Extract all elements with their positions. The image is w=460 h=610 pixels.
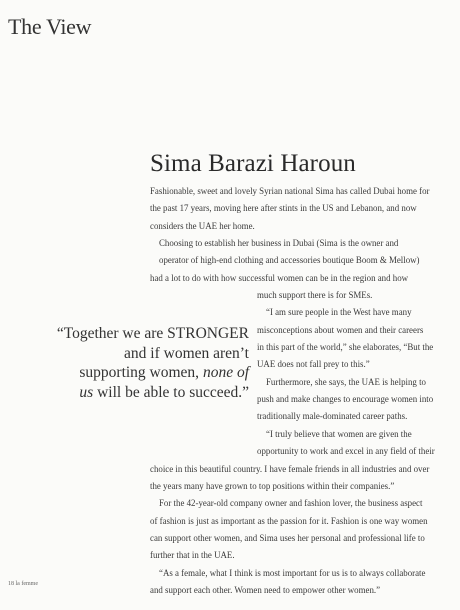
body-line: of fashion is just as important as the passion for it. Fashion is one way women bbox=[150, 515, 428, 526]
body-line: misconceptions about women and their careers bbox=[257, 324, 424, 335]
body-line: considers the UAE her home. bbox=[150, 220, 255, 231]
body-line: Choosing to establish her business in Dubai (Sima is the owner and bbox=[159, 238, 399, 249]
body-line: push and make changes to encourage women into bbox=[257, 394, 434, 405]
body-line: choice in this beautiful country. I have female friends in all industries and over bbox=[150, 463, 430, 474]
body-line: opportunity to work and excel in any field of their bbox=[257, 446, 435, 457]
body-line: “As a female, what I think is most important for us is to always collaborate bbox=[159, 567, 426, 578]
section-title: The View bbox=[8, 14, 92, 39]
pull-quote-line: and if women aren’t bbox=[124, 344, 249, 362]
body-line: “I truly believe that women are given the bbox=[266, 428, 412, 439]
body-line: and support each other. Women need to empower other women.” bbox=[150, 584, 381, 595]
article-body bbox=[150, 183, 455, 599]
pull-quote-text: will be able to succeed.” bbox=[97, 383, 249, 401]
body-line: traditionally male-dominated career paths. bbox=[257, 411, 408, 422]
pull-quote-line: “Together we are STRONGER bbox=[56, 325, 249, 342]
article-headline: Sima Barazi Haroun bbox=[150, 150, 356, 177]
body-line: in this part of the world,” she elaborates, “But the bbox=[257, 342, 434, 353]
body-line: can support other women, and Sima uses her personal and professional life to bbox=[150, 532, 425, 543]
body-line: much support there is for SMEs. bbox=[257, 290, 373, 301]
body-line: the past 17 years, moving here after stints in the US and Lebanon, and now bbox=[150, 203, 417, 214]
body-line: further that in the UAE. bbox=[150, 550, 235, 561]
pull-quote-emphasis: none of bbox=[202, 364, 249, 381]
body-line: For the 42-year-old company owner and fashion lover, the business aspect bbox=[159, 498, 423, 509]
body-line: Furthermore, she says, the UAE is helping to bbox=[266, 376, 426, 387]
body-line: “I am sure people in the West have many bbox=[266, 307, 412, 318]
body-line: operator of high-end clothing and accessories boutique Boom & Mellow) bbox=[159, 255, 420, 266]
pull-quote-emphasis: us bbox=[79, 383, 94, 401]
body-line: had a lot to do with how successful women can be in the region and how bbox=[150, 272, 409, 283]
page-footer bbox=[8, 581, 38, 587]
body-line: UAE does not fall prey to this.” bbox=[257, 359, 370, 370]
publication-name: la femme bbox=[15, 581, 38, 587]
body-line: the years many have grown to top positions within their companies.” bbox=[150, 480, 395, 491]
page-number: 18 bbox=[8, 581, 14, 587]
body-line: Fashionable, sweet and lovely Syrian national Sima has called Dubai home for bbox=[150, 186, 430, 196]
pull-quote-text: supporting women, bbox=[79, 364, 200, 381]
